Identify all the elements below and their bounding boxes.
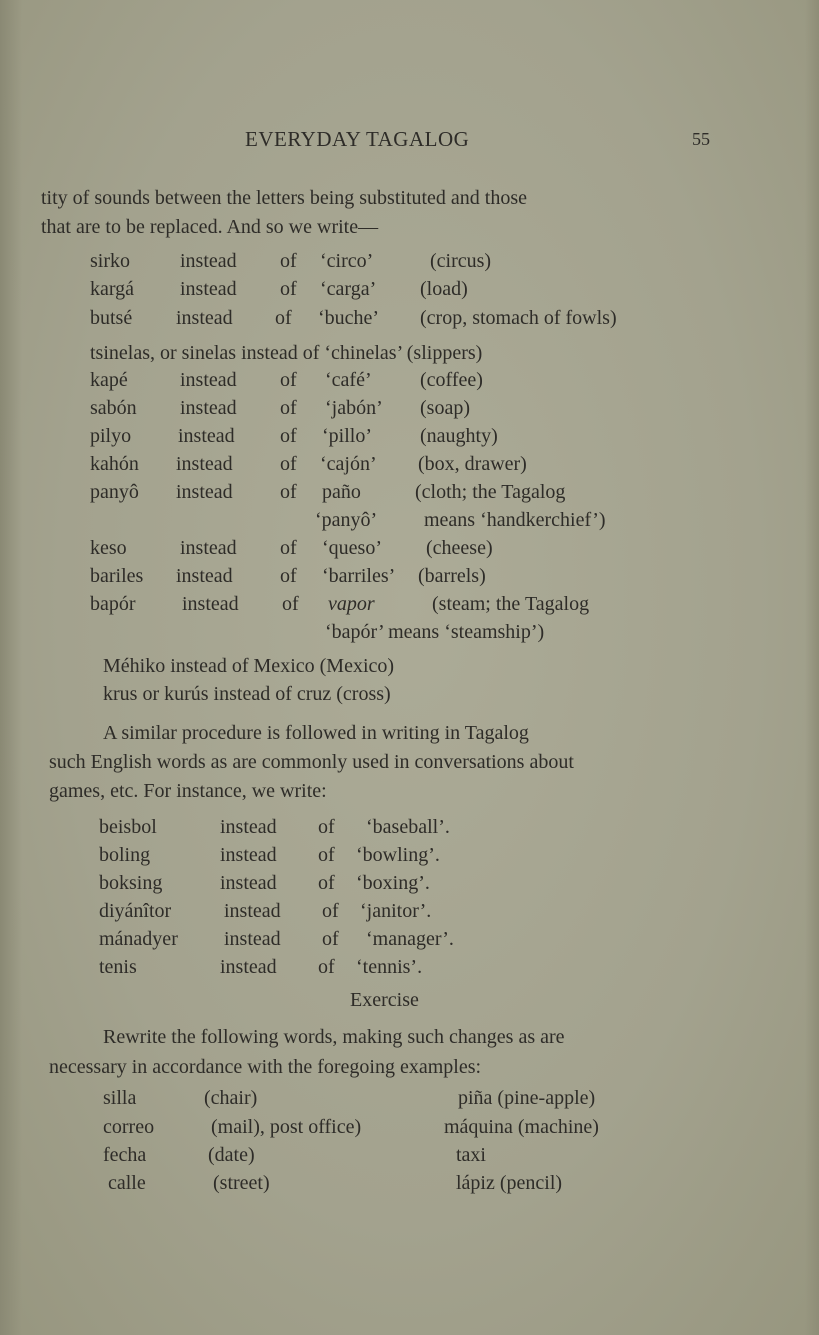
list-item-original: ‘boxing’. — [356, 872, 430, 894]
list-item-meaning: (circus) — [430, 250, 492, 272]
list-item-word: mánadyer — [99, 928, 178, 950]
list-item-meaning-cont: means ‘handkerchief’) — [424, 509, 606, 531]
list-item-of: of — [318, 956, 335, 978]
list-item-of: of — [275, 307, 292, 329]
list-item-word: bariles — [90, 565, 144, 587]
list-item-word: boksing — [99, 872, 163, 894]
intro-line-1: tity of sounds between the letters being substituted and those — [41, 187, 528, 209]
list-item-instead: instead — [180, 250, 237, 272]
list-item-instead: instead — [180, 278, 237, 300]
list-item-original: ‘tennis’. — [356, 956, 423, 978]
list-item-meaning: (soap) — [420, 397, 470, 419]
list-item-instead: instead — [180, 369, 237, 391]
list-item-instead: instead — [176, 307, 233, 329]
list-item-of: of — [280, 250, 297, 272]
list-item-of: of — [318, 816, 335, 838]
intro-line-2: that are to be replaced. And so we write— — [41, 216, 379, 238]
list-item-instead: instead — [178, 425, 235, 447]
exercise-meaning: (chair) — [204, 1087, 258, 1109]
list-item-of: of — [280, 397, 297, 419]
exercise-word: fecha — [103, 1144, 147, 1166]
exercise-heading: Exercise — [350, 989, 419, 1011]
list-item-original: ‘baseball’. — [366, 816, 450, 838]
paragraph-line-2: such English words as are commonly used in conversations about — [49, 751, 574, 773]
list-item-original: ‘janitor’. — [360, 900, 432, 922]
page-shadow-right — [805, 0, 819, 1335]
list-item-instead: instead — [176, 481, 233, 503]
exercise-meaning: (mail), post office) — [211, 1116, 362, 1138]
list-item-full: krus or kurús instead of cruz (cross) — [103, 683, 391, 705]
list-item-original-cont: ‘bapór’ means ‘steamship’) — [325, 621, 545, 643]
list-item-instead: instead — [176, 453, 233, 475]
exercise-word: correo — [103, 1116, 155, 1138]
list-item-word: kahón — [90, 453, 139, 475]
list-item-instead: instead — [224, 928, 281, 950]
running-title: EVERYDAY TAGALOG — [245, 127, 470, 151]
list-item-word: keso — [90, 537, 127, 559]
exercise-word-right: taxi — [456, 1144, 486, 1166]
list-item-meaning: (crop, stomach of fowls) — [420, 307, 617, 329]
list-item-word: butsé — [90, 307, 133, 329]
list-item-meaning: (naughty) — [420, 425, 498, 447]
list-item-original-cont: ‘panyô’ — [315, 509, 378, 531]
list-item-original: ‘pillo’ — [322, 425, 372, 447]
list-item-original: ‘buche’ — [318, 307, 380, 329]
list-item-of: of — [280, 481, 297, 503]
list-item-instead: instead — [224, 900, 281, 922]
exercise-word: silla — [103, 1087, 137, 1109]
list-item-word: sirko — [90, 250, 130, 272]
list-item-original: ‘carga’ — [320, 278, 377, 300]
list-item-of: of — [280, 565, 297, 587]
list-item-of: of — [280, 453, 297, 475]
list-item-instead: instead — [220, 816, 277, 838]
list-item-original: ‘jabón’ — [325, 397, 383, 419]
exercise-word: calle — [108, 1172, 146, 1194]
list-item-original: ‘barriles’ — [322, 565, 396, 587]
list-item-of: of — [318, 872, 335, 894]
paragraph-line-1: A similar procedure is followed in writing in Tagalog — [103, 722, 529, 744]
list-item-word: pilyo — [90, 425, 132, 447]
list-item-original: ‘cajón’ — [320, 453, 377, 475]
list-item-of: of — [318, 844, 335, 866]
list-item-meaning: (load) — [420, 278, 468, 300]
list-item-word: boling — [99, 844, 151, 866]
list-item-original: ‘café’ — [325, 369, 372, 391]
list-item-full: tsinelas, or sinelas instead of ‘chinelas’ (slippers) — [90, 342, 483, 364]
list-item-word: kargá — [90, 278, 135, 300]
paragraph-line-3: games, etc. For instance, we write: — [49, 780, 327, 802]
list-item-of: of — [280, 537, 297, 559]
list-item-instead: instead — [182, 593, 239, 615]
list-item-original: ‘queso’ — [322, 537, 382, 559]
exercise-word-right: máquina (machine) — [444, 1116, 599, 1138]
list-item-meaning: (barrels) — [418, 565, 486, 587]
list-item-word: beisbol — [99, 816, 157, 838]
list-item-of: of — [280, 425, 297, 447]
list-item-instead: instead — [220, 844, 277, 866]
list-item-instead: instead — [176, 565, 233, 587]
list-item-full: Méhiko instead of Mexico (Mexico) — [103, 655, 395, 677]
list-item-meaning: (cheese) — [426, 537, 493, 559]
exercise-meaning: (date) — [208, 1144, 255, 1166]
exercise-meaning: (street) — [213, 1172, 270, 1194]
page-shadow-left — [0, 0, 22, 1335]
list-item-word: kapé — [90, 369, 128, 391]
list-item-meaning: (box, drawer) — [418, 453, 527, 475]
page-header — [0, 127, 819, 157]
list-item-word: bapór — [90, 593, 136, 615]
list-item-original: ‘circo’ — [320, 250, 374, 272]
list-item-word: panyô — [90, 481, 139, 503]
list-item-instead: instead — [220, 956, 277, 978]
list-item-original: vapor — [328, 593, 375, 615]
page-number: 55 — [692, 129, 710, 149]
list-item-of: of — [322, 900, 339, 922]
list-item-instead: instead — [180, 397, 237, 419]
list-item-instead: instead — [220, 872, 277, 894]
list-item-word: diyánîtor — [99, 900, 172, 922]
list-item-meaning: (coffee) — [420, 369, 483, 391]
list-item-of: of — [280, 369, 297, 391]
exercise-word-right: lápiz (pencil) — [456, 1172, 563, 1194]
list-item-word: tenis — [99, 956, 137, 978]
list-item-meaning: (steam; the Tagalog — [432, 593, 590, 615]
list-item-of: of — [282, 593, 299, 615]
list-item-meaning: (cloth; the Tagalog — [415, 481, 566, 503]
list-item-of: of — [280, 278, 297, 300]
exercise-word-right: piña (pine-apple) — [458, 1087, 596, 1109]
list-item-original: ‘bowling’. — [356, 844, 440, 866]
list-item-of: of — [322, 928, 339, 950]
list-item-word: sabón — [90, 397, 137, 419]
exercise-instructions-line-2: necessary in accordance with the foregoing examples: — [49, 1056, 482, 1078]
list-item-original: paño — [322, 481, 361, 503]
exercise-instructions-line-1: Rewrite the following words, making such changes as are — [103, 1026, 565, 1048]
list-item-original: ‘manager’. — [366, 928, 454, 950]
list-item-instead: instead — [180, 537, 237, 559]
